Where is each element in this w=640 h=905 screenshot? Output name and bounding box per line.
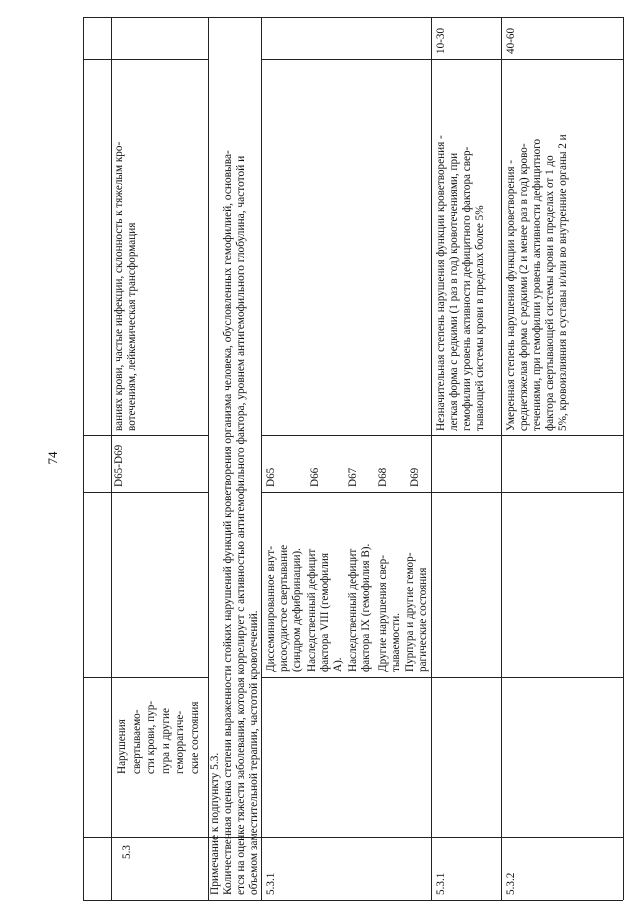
disease-1-code: D65 [265, 467, 277, 487]
col-divider-disease-a [83, 492, 208, 493]
col-divider-disease-b [261, 492, 623, 493]
col-divider-code-b [261, 435, 623, 436]
row-5-3-1-description: Незначительная степень нарушения функции кроветворения - легкая форма с редкими (1 раз в год) кровотечениями, при гемофилии уровень активности дефицитного фактора свер- тывающей системы крови в пределах более 5% [435, 135, 486, 431]
disease-2-code: D66 [309, 467, 321, 487]
row-5-3-2-number: 5.3.2 [505, 872, 517, 895]
row-5-3-2-description: Умеренная степень нарушения функции кроветворения - среднетяжелая форма с редкими (2 и менее раз в год) крово- течениями, при гемофилии уровень активности дефицитного фактора свертывающей системы крови в пределах от 1 до 5%, кровоизлияния в суставы и/или во внутренние органы 2 и [505, 134, 569, 431]
disease-4-code: D68 [377, 467, 389, 487]
row-divider-3 [431, 17, 432, 900]
page-number: 74 [45, 451, 60, 465]
disease-5: Пурпура и другие гемор- рагические состояния [404, 552, 429, 672]
cell-top-continuation: ваниях крови, частые инфекции, склонность к тяжелым кро- вотечениям, лейкемическая трансформация [113, 141, 138, 431]
disease-5-code: D69 [409, 467, 421, 487]
row-5-3-2-percent: 40-60 [505, 27, 517, 54]
disease-1: Диссеминированное внут- рисосудистое свертывание (синдром дефибринации). [265, 544, 303, 672]
row-divider-bottom [623, 17, 624, 900]
table-border-left [83, 900, 623, 901]
col-divider-code-a [83, 435, 208, 436]
note-block: Примечание к подпункту 5.3. Количественная оценка степени выраженности стойких нарушений функций кроветворения организма человека, обусловленных гемофилией, основыва- ется на оценке тяжести заболевания, которая коррелирует с активностью антигемофильного фактора, уровнем антигемофильного глобулина, частотой и объемом заместительной терапии, частотой кровотечений. [209, 150, 260, 895]
row-5-3-number: 5.3 [121, 845, 133, 859]
disease-2: Наследственный дефицит фактора VIII (гемофилия А). [306, 548, 344, 672]
row-5-3-codes: D65-D69 [113, 444, 125, 487]
row-5-3-1-number: 5.3.1 [435, 872, 447, 895]
row-divider-note-bottom [261, 17, 262, 900]
col-divider-percent-b [261, 59, 623, 60]
disease-3: Наследственный дефицит фактора IX (гемофилия В). [347, 543, 372, 672]
disease-4: Другие нарушения свер- тываемости. [377, 555, 402, 672]
rotated-table [83, 17, 623, 900]
table-border-right [83, 17, 623, 18]
row-5-3-1-percent: 10-30 [435, 27, 447, 54]
row-5-3-name: Нарушения свертываемо- сти крови, пур- пура и другие геморрагиче- ские состояния [116, 700, 201, 774]
col-divider-num [83, 837, 623, 838]
disease-3-code: D67 [347, 467, 359, 487]
col-divider-name-a [83, 677, 208, 678]
col-divider-percent-a [83, 59, 208, 60]
row-divider-1 [111, 17, 112, 900]
row-5-3-1-header-number: 5.3.1 [265, 872, 277, 895]
col-divider-name-b [261, 677, 623, 678]
row-divider-4 [501, 17, 502, 900]
row-divider-top [83, 17, 84, 900]
